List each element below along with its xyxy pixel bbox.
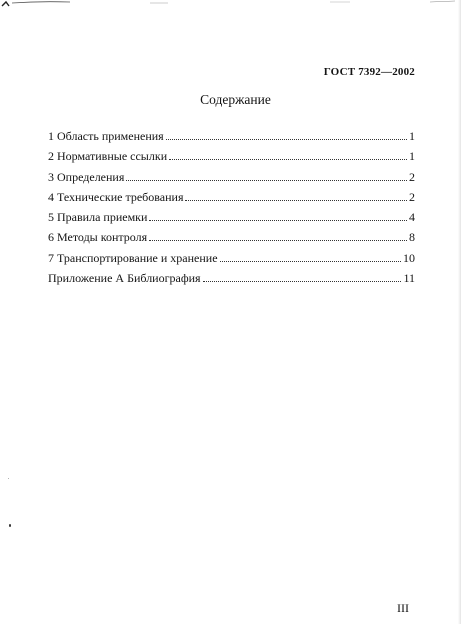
toc-dot-leader bbox=[185, 200, 407, 201]
toc-entry bbox=[48, 190, 415, 210]
toc-entry-label: 3 Определения bbox=[48, 169, 125, 184]
toc-entry bbox=[48, 210, 415, 230]
toc-entry-page: 1 bbox=[409, 149, 415, 164]
toc-entry-label: 7 Транспортирование и хранение bbox=[48, 250, 218, 265]
toc-entry bbox=[48, 170, 415, 190]
toc-entry bbox=[48, 271, 415, 291]
toc-entry-label: 6 Методы контроля bbox=[48, 230, 148, 245]
toc-dot-leader bbox=[166, 139, 407, 140]
toc-title bbox=[0, 92, 461, 108]
toc-entry-label: Приложение А Библиография bbox=[48, 271, 201, 286]
scan-artifact bbox=[0, 0, 461, 8]
toc-entry-label: 1 Область применения bbox=[48, 129, 164, 143]
toc-dot-leader bbox=[203, 281, 402, 282]
scan-speck bbox=[8, 478, 9, 479]
toc-title-text: Содержание bbox=[200, 92, 271, 107]
toc-entry bbox=[48, 129, 415, 149]
page-number: III bbox=[397, 601, 409, 615]
toc-entry bbox=[48, 251, 415, 271]
toc-entry-page: 10 bbox=[403, 250, 415, 265]
standard-code: ГОСТ 7392—2002 bbox=[323, 66, 415, 78]
toc-entry-label: 5 Правила приемки bbox=[48, 210, 148, 225]
toc-entry-page: 4 bbox=[409, 210, 415, 225]
toc-dot-leader bbox=[220, 261, 401, 262]
toc-dot-leader bbox=[149, 240, 407, 241]
toc-entry-page: 1 bbox=[409, 129, 415, 143]
toc-dot-leader bbox=[126, 180, 407, 181]
toc-dot-leader bbox=[169, 159, 407, 160]
toc-entry-page: 11 bbox=[403, 271, 415, 286]
table-of-contents bbox=[48, 129, 415, 291]
toc-entry-page: 8 bbox=[409, 230, 415, 245]
toc-entry bbox=[48, 230, 415, 250]
scan-speck bbox=[9, 524, 11, 527]
toc-entry-label: 2 Нормативные ссылки bbox=[48, 149, 168, 164]
toc-dot-leader bbox=[149, 220, 407, 221]
toc-entry-page: 2 bbox=[409, 189, 415, 204]
toc-entry-label: 4 Технические требования bbox=[48, 189, 184, 204]
toc-entry-page: 2 bbox=[409, 169, 415, 184]
toc-entry bbox=[48, 149, 415, 169]
